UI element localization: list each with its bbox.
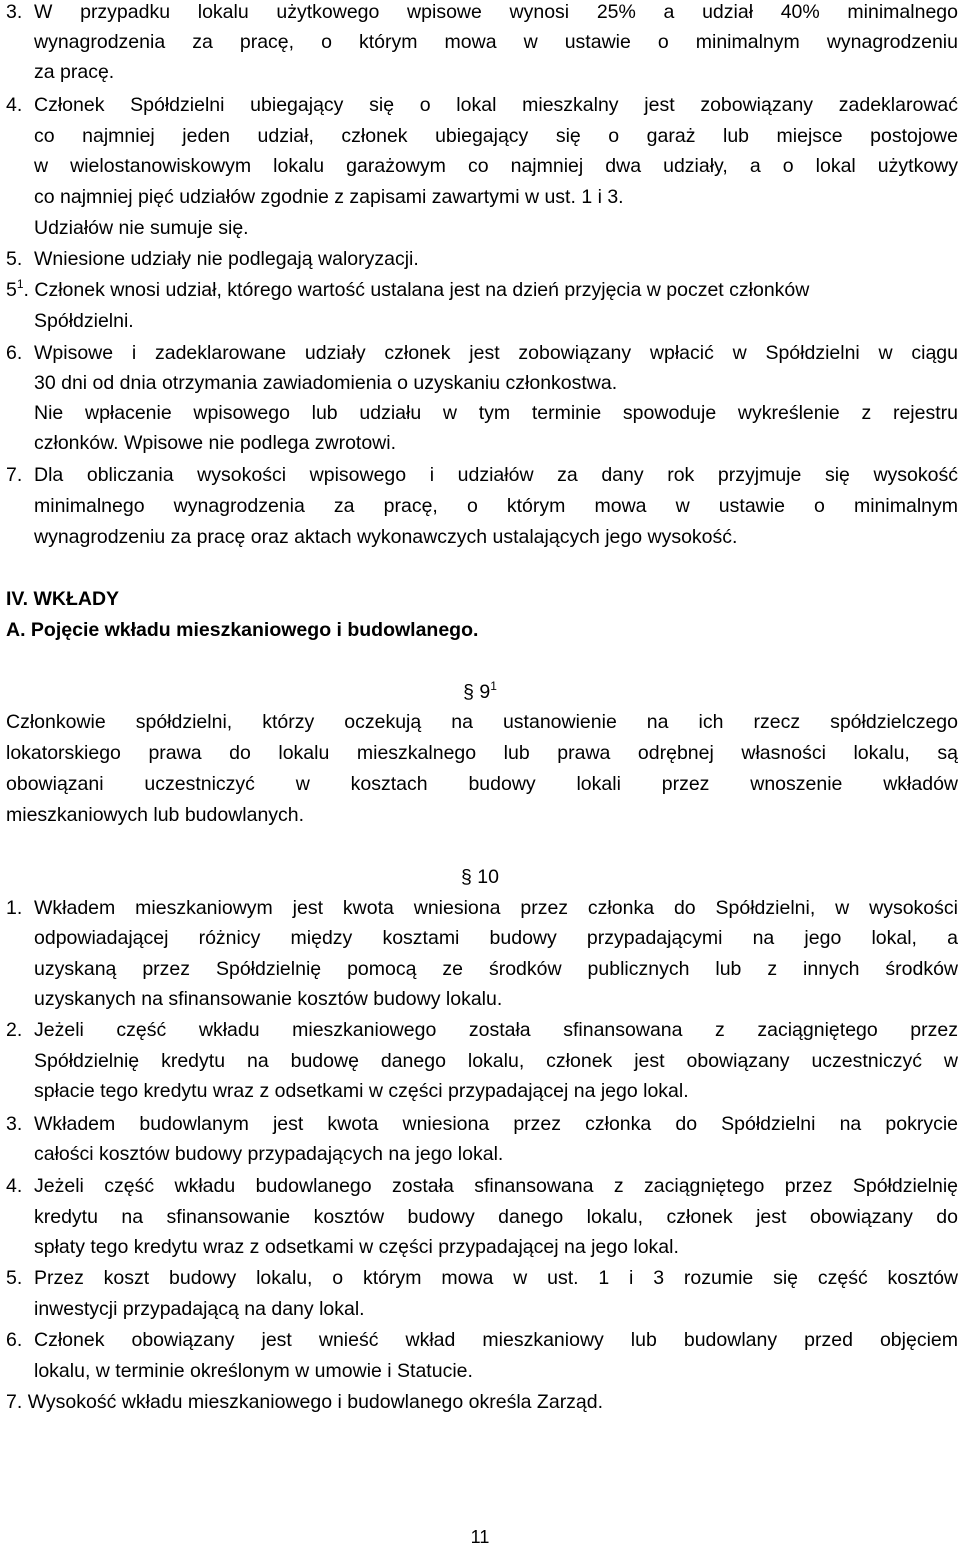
paragraph-line: Udziałów nie sumuje się. [34,217,249,239]
paragraph-line: 30 dni od dnia otrzymania zawiadomienia o uzyskaniu członkostwa. [34,372,618,394]
paragraph-number: 6. [6,342,23,364]
superscript: 1 [16,277,24,291]
paragraph-line: wynagrodzeniu za pracę oraz aktach wykonawczych ustalających jego wysokość. [34,526,738,548]
item-line: kredytu na sfinansowanie kosztów budowy danego lokalu, członek jest obowiązany do [34,1206,958,1228]
page-number: 11 [470,1527,490,1547]
item-line: całości kosztów budowy przypadających na jego lokal. [34,1143,504,1165]
item-number: 6. [6,1329,23,1351]
paragraph-line: Nie wpłacenie wpisowego lub udziału w tym terminie spowoduje wykreślenie z rejestru [34,402,958,424]
item-line: uzyskanych na sfinansowanie kosztów budowy lokalu. [34,988,503,1010]
item-line: Spółdzielnię kredytu na budowę danego lokalu, członek jest obowiązany uczestniczyć w [34,1050,958,1072]
paragraph-line: obowiązani uczestniczyć w kosztach budowy lokali przez wnoszenie wkładów [6,773,958,795]
superscript: 1 [490,679,497,693]
section-marker [0,677,960,707]
section-symbol: § [463,681,474,703]
paragraph-line: Dla obliczania wysokości wpisowego i udziałów za dany rok przyjmuje się wysokość [34,464,958,486]
paragraph-line: co najmniej jeden udział, członek ubiegający się o garaż lub miejsce postojowe [34,125,958,147]
paragraph-line: W przypadku lokalu użytkowego wpisowe wynosi 25% a udział 40% minimalnego [34,1,958,23]
item-number: 5. [6,1267,23,1289]
item-line: Wkładem mieszkaniowym jest kwota wniesiona przez członka do Spółdzielni, w wysokości [34,897,958,919]
item-line: uzyskaną przez Spółdzielnię pomocą ze środków publicznych lub z innych środków [34,958,958,980]
paragraph-line: co najmniej pięć udziałów zgodnie z zapisami zawartymi w ust. 1 i 3. [34,186,624,208]
paragraph-number: 4. [6,94,23,116]
paragraph-line: minimalnego wynagrodzenia za pracę, o którym mowa w ustawie o minimalnym [34,495,958,517]
item-line: Członek obowiązany jest wnieść wkład mieszkaniowy lub budowlany przed objęciem [34,1329,958,1351]
section-number: 10 [477,866,499,888]
section-marker [0,862,960,892]
section-symbol: § [461,866,472,888]
paragraph-number: 5. [6,248,23,270]
item-line: Wkładem budowlanym jest kwota wniesiona przez członka do Spółdzielni na pokrycie [34,1113,958,1135]
item-line: 7. Wysokość wkładu mieszkaniowego i budowlanego określa Zarząd. [6,1391,604,1413]
paragraph-line: wynagrodzenia za pracę, o którym mowa w ustawie o minimalnym wynagrodzeniu [34,31,958,53]
paragraph-line: w wielostanowiskowym lokalu garażowym co najmniej dwa udziały, a o lokal użytkowy [34,155,958,177]
item-line: odpowiadającej różnicy między kosztami budowy przypadającymi na jego lokal, a [34,927,958,949]
item-line: Przez koszt budowy lokalu, o którym mowa w ust. 1 i 3 rozumie się część kosztów [34,1267,958,1289]
item-line: Jeżeli część wkładu budowlanego została sfinansowana z zaciągniętego przez Spółdzielnię [34,1175,958,1197]
paragraph-line: Spółdzielni. [34,310,134,332]
paragraph-line: Wniesione udziały nie podlegają waloryzacji. [34,248,419,270]
paragraph-line: mieszkaniowych lub budowlanych. [6,804,305,826]
paragraph-line: Członkowie spółdzielni, którzy oczekują na ustanowienie na ich rzecz spółdzielczego [6,711,958,733]
paragraph-line: . Członek wnosi udział, którego wartość ustalana jest na dzień przyjęcia w poczet członków [23,279,810,301]
item-line: inwestycji przypadającą na dany lokal. [34,1298,365,1320]
item-number: 1. [6,897,23,919]
section-heading: IV. WKŁADY [6,588,120,610]
item-number: 4. [6,1175,23,1197]
paragraph-number: $5^1$. Członek wnosi udział, którego wartość ustalana jest na dzień przyjęcia w poczet członków [6,277,810,301]
item-line: lokalu, w terminie określonym w umowie i Statucie. [34,1360,473,1382]
paragraph-line: za pracę. [34,61,115,83]
paragraph-line: lokatorskiego prawa do lokalu mieszkalnego lub prawa odrębnej własności lokalu, są [6,742,958,764]
item-line: spłacie tego kredytu wraz z odsetkami w części przypadającej na jego lokal. [34,1080,689,1102]
section-number: 9 [479,681,491,703]
paragraph-line: Wpisowe i zadeklarowane udziały członek jest zobowiązany wpłacić w Spółdzielni w ciągu [34,342,958,364]
item-line: Jeżeli część wkładu mieszkaniowego została sfinansowana z zaciągniętego przez [34,1019,958,1041]
item-number: 3. [6,1113,23,1135]
subsection-heading: A. Pojęcie wkładu mieszkaniowego i budowlanego. [6,619,479,641]
paragraph-line: Członek Spółdzielni ubiegający się o lokal mieszkalny jest zobowiązany zadeklarować [34,94,958,116]
item-number: 2. [6,1019,23,1041]
paragraph-line: członków. Wpisowe nie podlega zwrotowi. [34,432,397,454]
item-line: spłaty tego kredytu wraz z odsetkami w części przypadającej na jego lokal. [34,1236,679,1258]
item-number: 7. [6,1391,23,1413]
paragraph-number: 3. [6,1,23,23]
paragraph-number: 7. [6,464,23,486]
